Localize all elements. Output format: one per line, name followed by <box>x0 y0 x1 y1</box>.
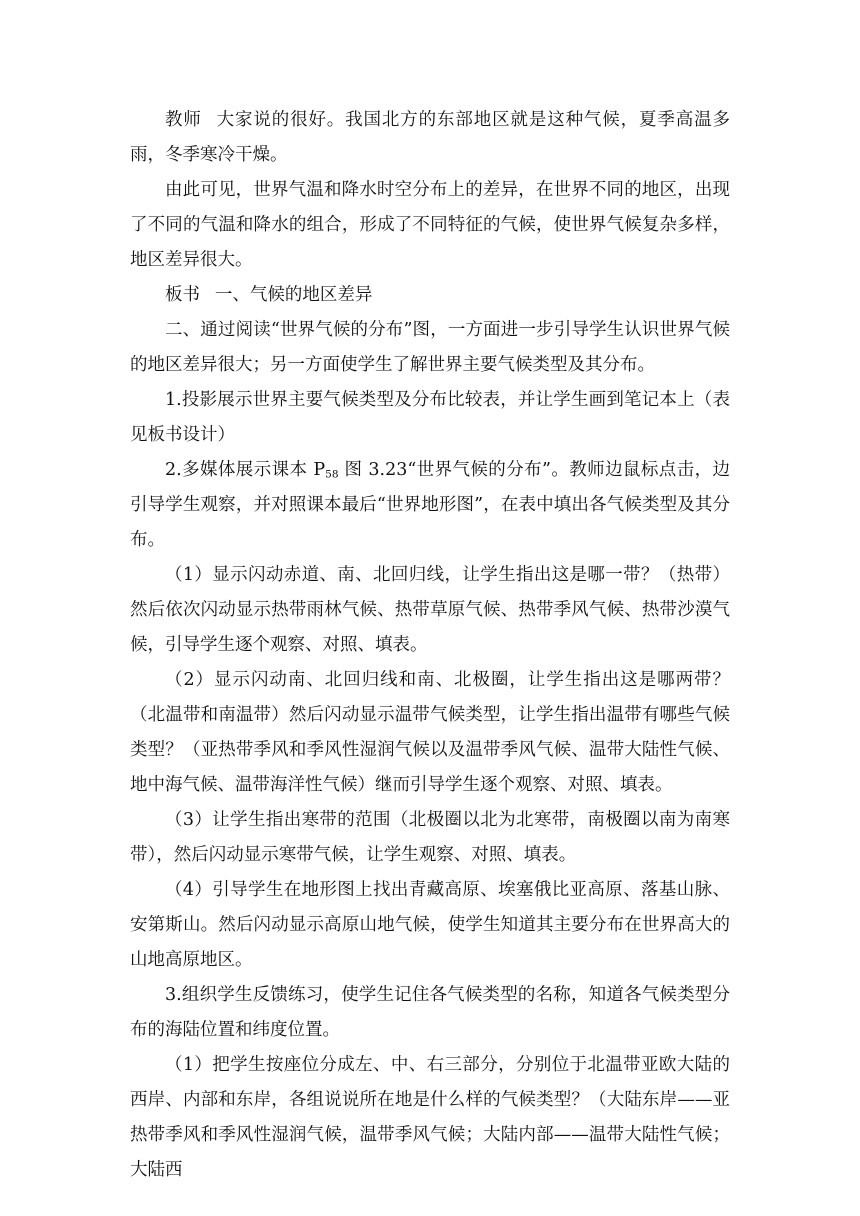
paragraph-practice-1: （1）把学生按座位分成左、中、右三部分，分别位于北温带亚欧大陆的西岸、内部和东岸，各组说说所在地是什么样的气候类型？（大陆东岸——亚热带季风和季风性湿润气候，温带季风气候；大陆内部——温带大陆性气候；大陆西 <box>130 1055 730 1180</box>
paragraph-step-1: 1.投影展示世界主要气候类型及分布比较表，并让学生画到笔记本上（表见板书设计） <box>130 390 730 445</box>
paragraph-text: 一、气候的地区差异 <box>214 285 373 305</box>
paragraph-section-two: 二、通过阅读“世界气候的分布”图，一方面进一步引导学生认识世界气候的地区差异很大；另一方面使学生了解世界主要气候类型及其分布。 <box>130 320 730 375</box>
paragraph-substep-3: （3）让学生指出寒带的范围（北极圈以北为北寒带，南极圈以南为南寒带），然后闪动显示寒带气候，让学生观察、对照、填表。 <box>130 810 730 865</box>
paragraph-conclusion: 由此可见，世界气温和降水时空分布上的差异，在世界不同的地区，出现了不同的气温和降水的组合，形成了不同特征的气候，使世界气候复杂多样，地区差异很大。 <box>130 180 730 270</box>
blackboard-label: 板书 <box>165 285 200 305</box>
paragraph-text: 2.多媒体展示课本 P <box>165 460 326 480</box>
paragraph-step-2 <box>130 453 730 558</box>
paragraph-substep-2: （2）显示闪动南、北回归线和南、北极圈，让学生指出这是哪两带？（北温带和南温带）然后闪动显示温带气候类型，让学生指出温带有哪些气候类型？（亚热带季风和季风性湿润气候以及温带季风气候、温带大陆性气候、地中海气候、温带海洋性气候）继而引导学生逐个观察、对照、填表。 <box>130 670 730 795</box>
paragraph-text: 图 3.23“世界气候的分布”。教师边鼠标点击，边引导学生观察，并对照课本最后“世界地形图”，在表中填出各气候类型及其分布。 <box>130 460 730 550</box>
paragraph-blackboard <box>130 278 730 313</box>
paragraph-teacher <box>130 103 730 173</box>
paragraph-substep-1: （1）显示闪动赤道、南、北回归线，让学生指出这是哪一带？（热带）然后依次闪动显示热带雨林气候、热带草原气候、热带季风气候、热带沙漠气候，引导学生逐个观察、对照、填表。 <box>130 565 730 655</box>
document-page <box>130 103 730 1188</box>
page-number-subscript: 58 <box>325 468 339 481</box>
speaker-label: 教师 <box>165 110 202 130</box>
paragraph-substep-4: （4）引导学生在地形图上找出青藏高原、埃塞俄比亚高原、落基山脉、安第斯山。然后闪动显示高原山地气候，使学生知道其主要分布在世界高大的山地高原地区。 <box>130 880 730 970</box>
paragraph-text: 大家说的很好。我国北方的东部地区就是这种气候，夏季高温多雨，冬季寒冷干燥。 <box>130 110 730 165</box>
paragraph-step-3: 3.组织学生反馈练习，使学生记住各气候类型的名称，知道各气候类型分布的海陆位置和纬度位置。 <box>130 985 730 1040</box>
